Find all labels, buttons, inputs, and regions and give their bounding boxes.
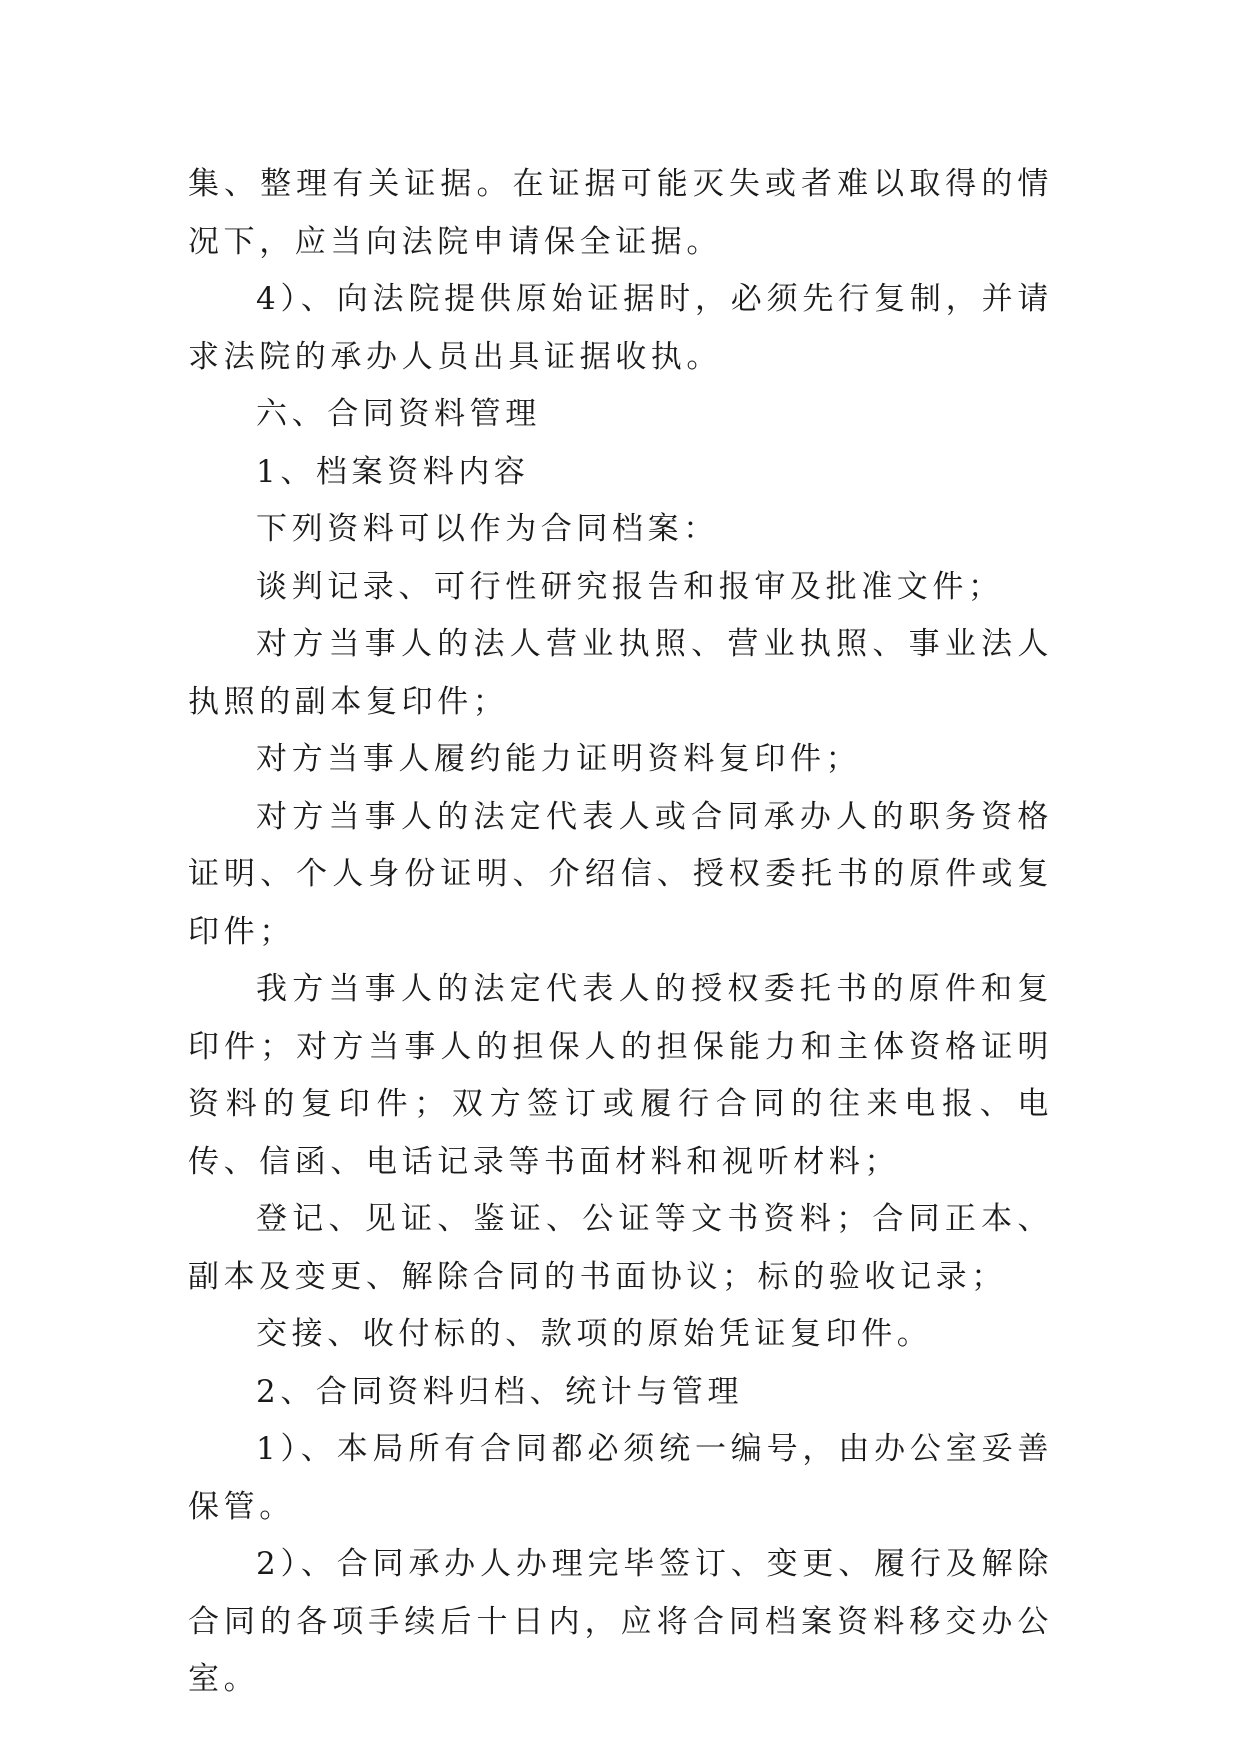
paragraph-contract-numbering: 1）、本局所有合同都必须统一编号，由办公室妥善保管。	[188, 1431, 1053, 1525]
paragraph-representative-credentials: 对方当事人的法定代表人或合同承办人的职务资格证明、个人身份证明、介绍信、授权委托书的原件或复印件；	[188, 798, 1053, 950]
subsection-heading-archive-contents: 1、档案资料内容	[256, 453, 530, 490]
paragraph-business-licenses: 对方当事人的法人营业执照、营业执照、事业法人执照的副本复印件；	[188, 626, 1053, 720]
subsection-heading-filing-management: 2、合同资料归档、统计与管理	[256, 1373, 744, 1410]
paragraph-negotiation-records: 谈判记录、可行性研究报告和报审及批准文件；	[256, 568, 1004, 605]
paragraph-payment-vouchers: 交接、收付标的、款项的原始凭证复印件。	[256, 1316, 933, 1352]
paragraph-authorization-documents: 我方当事人的法定代表人的授权委托书的原件和复印件；对方当事人的担保人的担保能力和主体资格证明资料的复印件；双方签订或履行合同的往来电报、电传、信函、电话记录等书面材料和视听材料；	[188, 971, 1053, 1180]
paragraph-original-evidence: 4）、向法院提供原始证据时，必须先行复制，并请求法院的承办人员出具证据收执。	[188, 281, 1053, 375]
paragraph-archive-intro: 下列资料可以作为合同档案：	[256, 511, 719, 547]
paragraph-handover-deadline: 2）、合同承办人办理完毕签订、变更、履行及解除合同的各项手续后十日内，应将合同档案资料移交办公室。	[188, 1546, 1053, 1697]
section-heading-contract-records: 六、合同资料管理	[256, 396, 541, 432]
paragraph-registration-documents: 登记、见证、鉴证、公证等文书资料；合同正本、副本及变更、解除合同的书面协议；标的验收记录；	[188, 1201, 1053, 1295]
document-page	[188, 156, 1053, 1709]
paragraph-performance-capability: 对方当事人履约能力证明资料复印件；	[256, 741, 862, 777]
paragraph-evidence-preservation: 集、整理有关证据。在证据可能灭失或者难以取得的情况下，应当向法院申请保全证据。	[188, 166, 1053, 260]
